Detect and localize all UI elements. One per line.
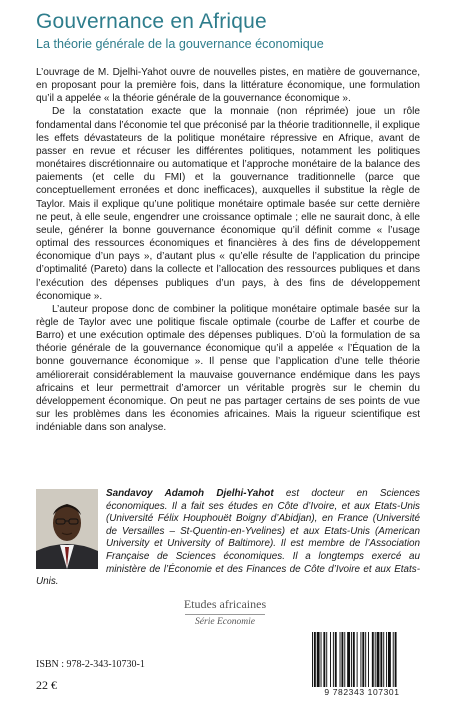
price: 22 €	[36, 678, 57, 692]
author-photo	[36, 489, 98, 569]
book-subtitle: La théorie générale de la gouvernance économique	[36, 37, 324, 51]
collection-series: Série Economie	[195, 617, 255, 627]
author-bio	[36, 488, 420, 589]
summary-paragraph-1: L’ouvrage de M. Djelhi-Yahot ouvre de nouvelles pistes, en matière de gouvernance, en proposant pour la première fois, dans la littérature économique, une formulation qu’il a appelée « la théorie générale de la gouvernance économique ».	[36, 67, 420, 105]
author-bio-text: est docteur en Sciences économiques. Il a fait ses études en Côte d’Ivoire, et aux Etats-Unis (Université Félix Houphouët Boigny d’Abidjan), en France (Université de Versailles – St-Quentin-en-Yvelines) et aux Etats-Unis (American University et University of Baltimore). Il est membre de l’Association Française de Sciences économiques. Il a longtemps exercé au ministère de l’Économie et des Finances de Côte d’Ivoire et aux Etats-Unis.	[36, 488, 420, 588]
summary-paragraph-2: De la constatation exacte que la monnaie (non réprimée) joue un rôle fondamental dans l’économie tel que préconisé par la théorie traditionnelle, il explique les effets dévastateurs de la politique monétaire répressive en Afrique, avant de passer en revue et récuser les différentes politiques, notamment les politiques monétaires discrétionnaire ou automatique et l’approche monétaire de la balance des paiements (et celle du FMI) et la gouvernance traditionnelle (parce que conceptuellement erronées et donc inefficaces), auxquelles il substitue la règle de Taylor. Mais il explique qu’une politique monétaire optimale basée sur cette dernière ne peut, à elle seule, engendrer une croissance optimale ; elle ne saurait donc, à elle seule, générer la bonne gouvernance économique qu’il définit comme « l’usage optimal des ressources économiques et financières à des fins de développement économique d’un pays », d’autant plus « qu’elle résulte de l’application du principe d’optimalité (Pareto) dans la collecte et l’allocation des ressources publiques et dans l’exécution des dépenses publiques d’un pays, à des fins de développement économique ».	[36, 106, 420, 302]
author-name: Sandavoy Adamoh Djelhi-Yahot	[106, 488, 274, 499]
collection-name: Etudes africaines	[183, 597, 267, 611]
book-title: Gouvernance en Afrique	[36, 10, 267, 33]
back-cover-summary	[36, 66, 420, 434]
collection-divider	[185, 614, 265, 615]
summary-paragraph-3: L’auteur propose donc de combiner la politique monétaire optimale basée sur la règle de Taylor avec une politique fiscale optimale (courbe de Laffer et courbe de Barro) et une exécution optimale des dépenses publiques. D’où la formulation de sa théorie générale de la gouvernance économique qu’il a appelée « l’Équation de la bonne gouvernance économique ». Il pense que l’application d’une telle théorie améliorerait considérablement la mauvaise gouvernance endémique dans les pays africains et leur permettrait d’amorcer un véritable progrès sur le chemin du développement économique. On peut ne pas partager certains de ses points de vue sur les problèmes dans les économies africaines. Mais la rigueur scientifique est indéniable dans son analyse.	[36, 303, 420, 434]
isbn: ISBN : 978-2-343-10730-1	[36, 659, 145, 670]
collection-mark	[0, 597, 450, 627]
barcode-image	[308, 632, 420, 694]
barcode-number: 9 782343 107301	[300, 687, 424, 697]
